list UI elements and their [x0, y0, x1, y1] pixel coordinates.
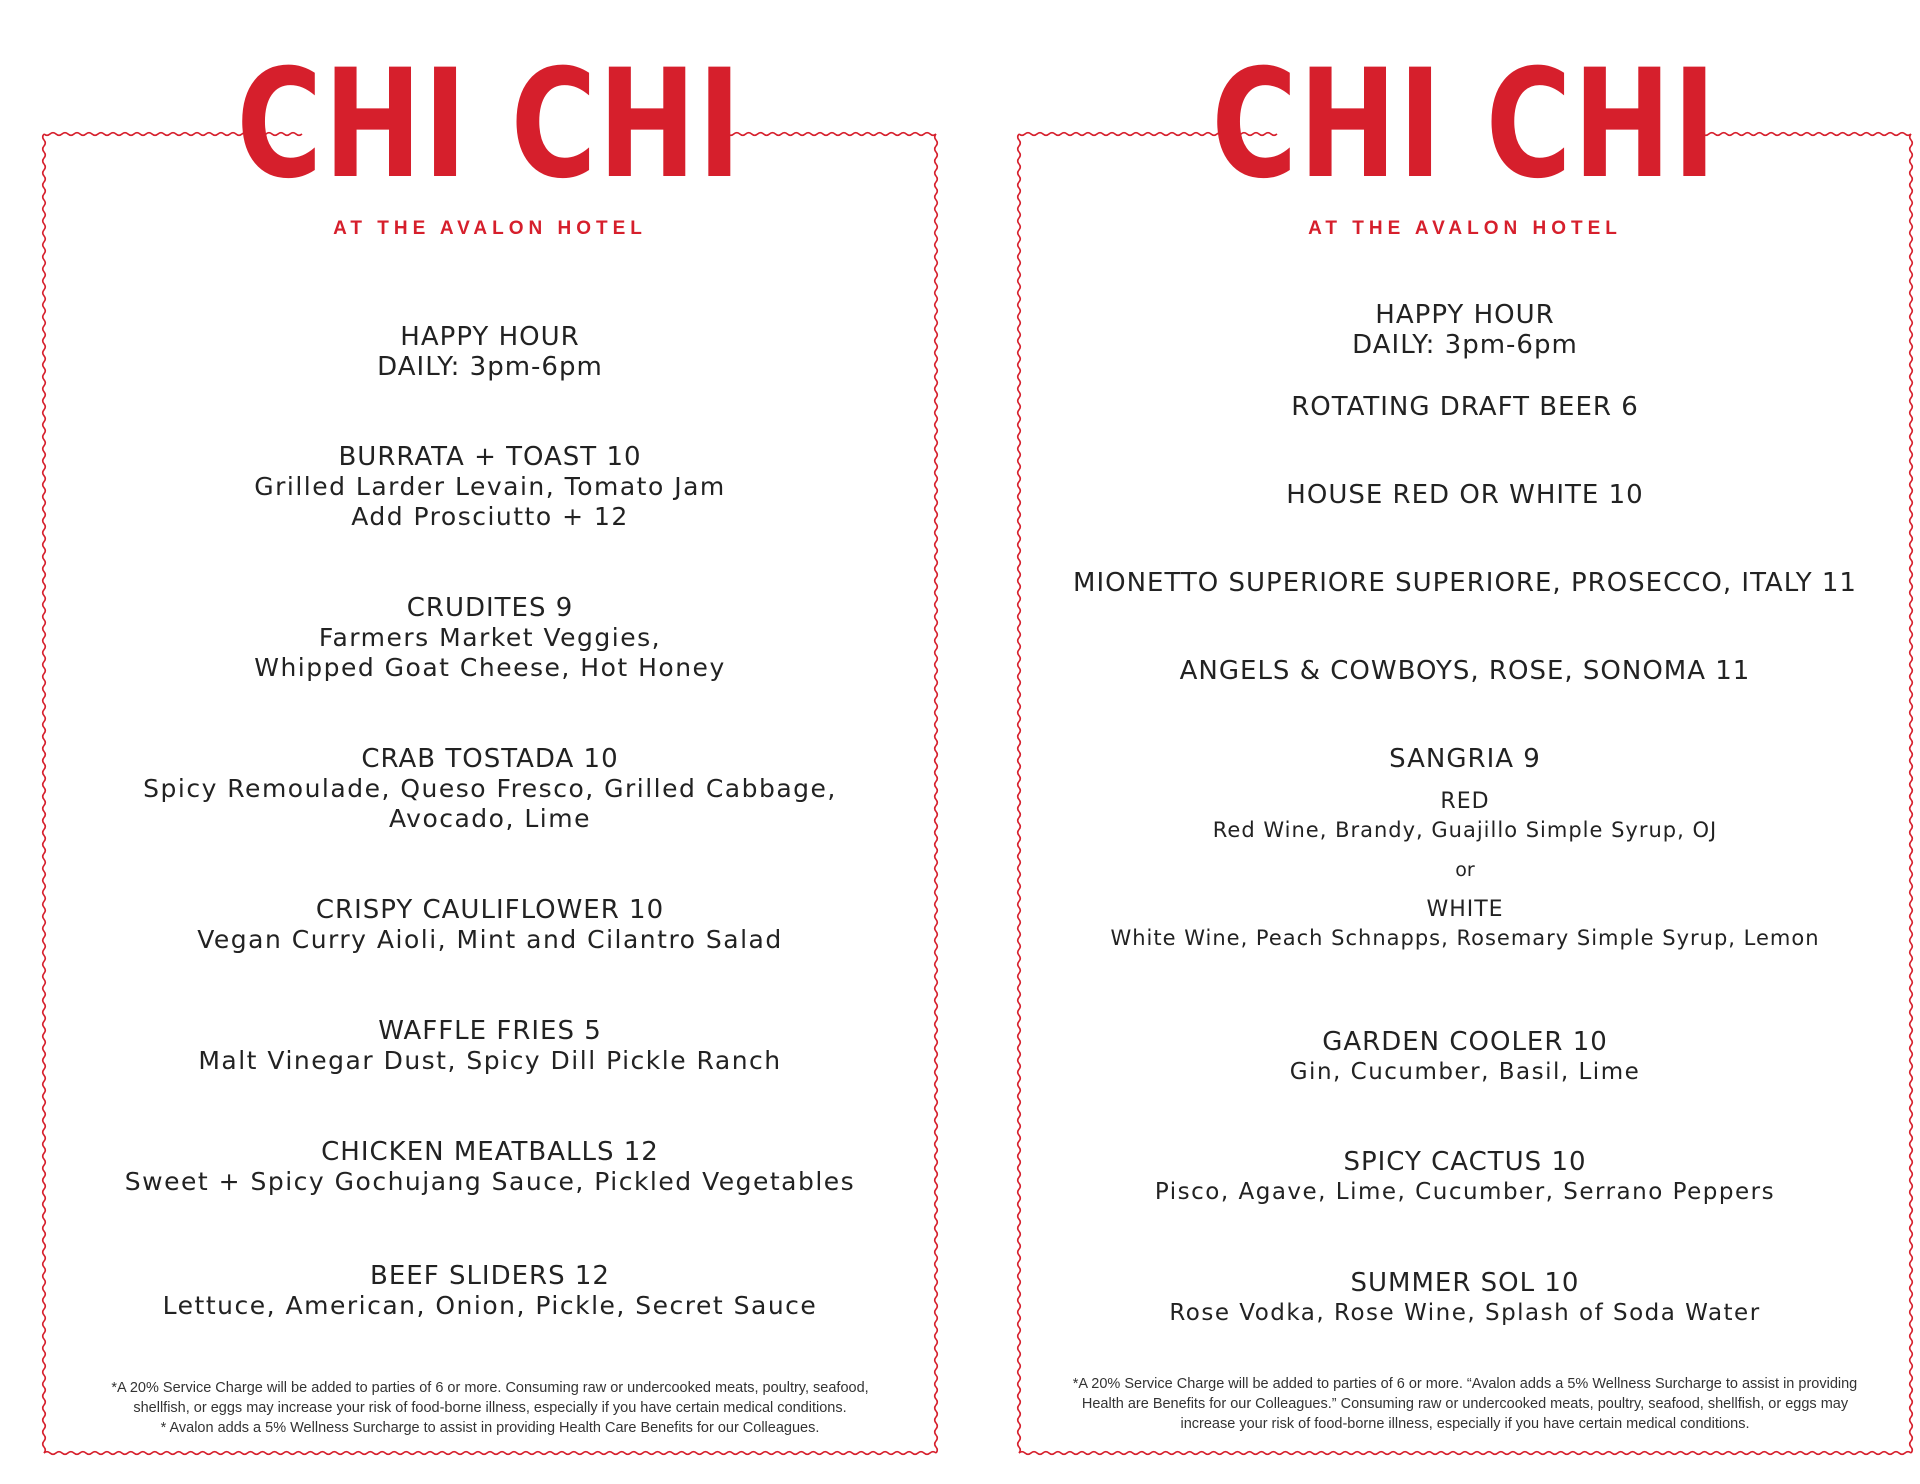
drink-item: [1015, 568, 1915, 598]
happy-hour-time: DAILY: 3pm-6pm: [1352, 330, 1578, 360]
border-segment: [44, 1452, 936, 1455]
drink-item: [1015, 656, 1915, 686]
menu-item: [40, 1261, 940, 1321]
footnote-line: Health are Benefits for our Colleagues.” Consuming raw or undercooked meats, poultry, seafood, shellfish, or eggs may: [1081, 1396, 1849, 1412]
logo-subtitle: AT THE AVALON HOTEL: [1308, 218, 1622, 239]
sangria-white-label: WHITE: [1426, 897, 1504, 922]
drink-item-title: SPICY CACTUS 10: [1343, 1147, 1587, 1177]
drink-item-desc: Pisco, Agave, Lime, Cucumber, Serrano Peppers: [1154, 1179, 1776, 1205]
menu-item-desc: Vegan Curry Aioli, Mint and Cilantro Salad: [197, 925, 783, 954]
drink-item-desc: Gin, Cucumber, Basil, Lime: [1289, 1059, 1641, 1085]
menu-item-desc: Malt Vinegar Dust, Spicy Dill Pickle Ranch: [198, 1046, 782, 1075]
border-segment: [1019, 1452, 1911, 1455]
menu-item-desc: Sweet + Spicy Gochujang Sauce, Pickled Vegetables: [124, 1167, 856, 1196]
drink-item-title: GARDEN COOLER 10: [1322, 1027, 1608, 1057]
happy-hour-title: HAPPY HOUR: [1375, 300, 1555, 330]
food-menu-panel: [40, 0, 940, 1484]
menu-item-desc: Avocado, Lime: [389, 804, 591, 833]
footnote: [1025, 1374, 1905, 1434]
logo-wordmark: CHI CHI: [236, 38, 744, 212]
menu-item-title: CRAB TOSTADA 10: [361, 744, 619, 774]
menu-item-desc: Grilled Larder Levain, Tomato Jam: [254, 472, 726, 501]
menu-item-title: CRISPY CAULIFLOWER 10: [315, 895, 665, 925]
logo: [40, 40, 940, 240]
drink-item: [1015, 1027, 1915, 1087]
menu-item: [40, 1016, 940, 1076]
menu-item-title: BEEF SLIDERS 12: [370, 1261, 610, 1291]
sangria-white-desc: White Wine, Peach Schnapps, Rosemary Simple Syrup, Lemon: [1110, 926, 1820, 950]
drink-item-title: ANGELS & COWBOYS, ROSE, SONOMA 11: [1179, 656, 1751, 686]
happy-hour-heading: [40, 322, 940, 382]
menu-item: [40, 1137, 940, 1197]
footnote-line: *A 20% Service Charge will be added to parties of 6 or more. “Avalon adds a 5% Wellness Surcharge to assist in providing: [1072, 1376, 1858, 1392]
logo: [1015, 40, 1915, 240]
menu-item-title: CRUDITES 9: [406, 593, 574, 623]
sangria-item: [1015, 744, 1915, 952]
footnote-line: * Avalon adds a 5% Wellness Surcharge to assist in providing Health Care Benefits for our Colleagues.: [160, 1420, 820, 1436]
happy-hour-heading: [1015, 300, 1915, 360]
footnote: [50, 1378, 930, 1438]
drink-item-title: MIONETTO SUPERIORE SUPERIORE, PROSECCO, ITALY 11: [1073, 568, 1857, 598]
drink-item: [1015, 392, 1915, 422]
menu-item: [40, 744, 940, 834]
menu-item-title: CHICKEN MEATBALLS 12: [321, 1137, 659, 1167]
drink-item-title: ROTATING DRAFT BEER 6: [1291, 392, 1639, 422]
menu-item: [40, 442, 940, 532]
menu-item-addon: Add Prosciutto + 12: [351, 502, 629, 531]
happy-hour-title: HAPPY HOUR: [400, 322, 580, 352]
drink-item-title: HOUSE RED OR WHITE 10: [1286, 480, 1644, 510]
menu-item-desc: Farmers Market Veggies,: [318, 623, 662, 652]
menu-item: [40, 593, 940, 683]
sangria-or: or: [1455, 859, 1475, 881]
menu-item-title: WAFFLE FRIES 5: [378, 1016, 602, 1046]
menu-item-desc: Whipped Goat Cheese, Hot Honey: [254, 653, 726, 682]
menu-item: [40, 895, 940, 955]
drinks-menu-panel: [1015, 0, 1915, 1484]
drink-item-title: SUMMER SOL 10: [1350, 1268, 1580, 1298]
menu-item-title: BURRATA + TOAST 10: [338, 442, 642, 472]
drink-item-desc: Rose Vodka, Rose Wine, Splash of Soda Water: [1169, 1300, 1761, 1326]
happy-hour-time: DAILY: 3pm-6pm: [377, 352, 603, 382]
sangria-title: SANGRIA 9: [1389, 744, 1541, 774]
drink-item: [1015, 1147, 1915, 1207]
sangria-red-label: RED: [1440, 789, 1490, 814]
menu-item-desc: Lettuce, American, Onion, Pickle, Secret Sauce: [162, 1291, 818, 1320]
footnote-line: *A 20% Service Charge will be added to parties of 6 or more. Consuming raw or undercooked meats, poultry, seafood,: [111, 1380, 869, 1396]
footnote-line: increase your risk of food-borne illness, especially if you have certain medical conditions.: [1180, 1416, 1750, 1432]
sangria-red-desc: Red Wine, Brandy, Guajillo Simple Syrup, OJ: [1212, 818, 1718, 842]
footnote-line: shellfish, or eggs may increase your risk of food-borne illness, especially if you have certain medical conditions.: [133, 1400, 847, 1416]
drink-item: [1015, 1268, 1915, 1328]
menu-item-desc: Spicy Remoulade, Queso Fresco, Grilled Cabbage,: [143, 774, 837, 803]
logo-subtitle: AT THE AVALON HOTEL: [333, 218, 647, 239]
drink-item: [1015, 480, 1915, 510]
logo-wordmark: CHI CHI: [1211, 38, 1719, 212]
